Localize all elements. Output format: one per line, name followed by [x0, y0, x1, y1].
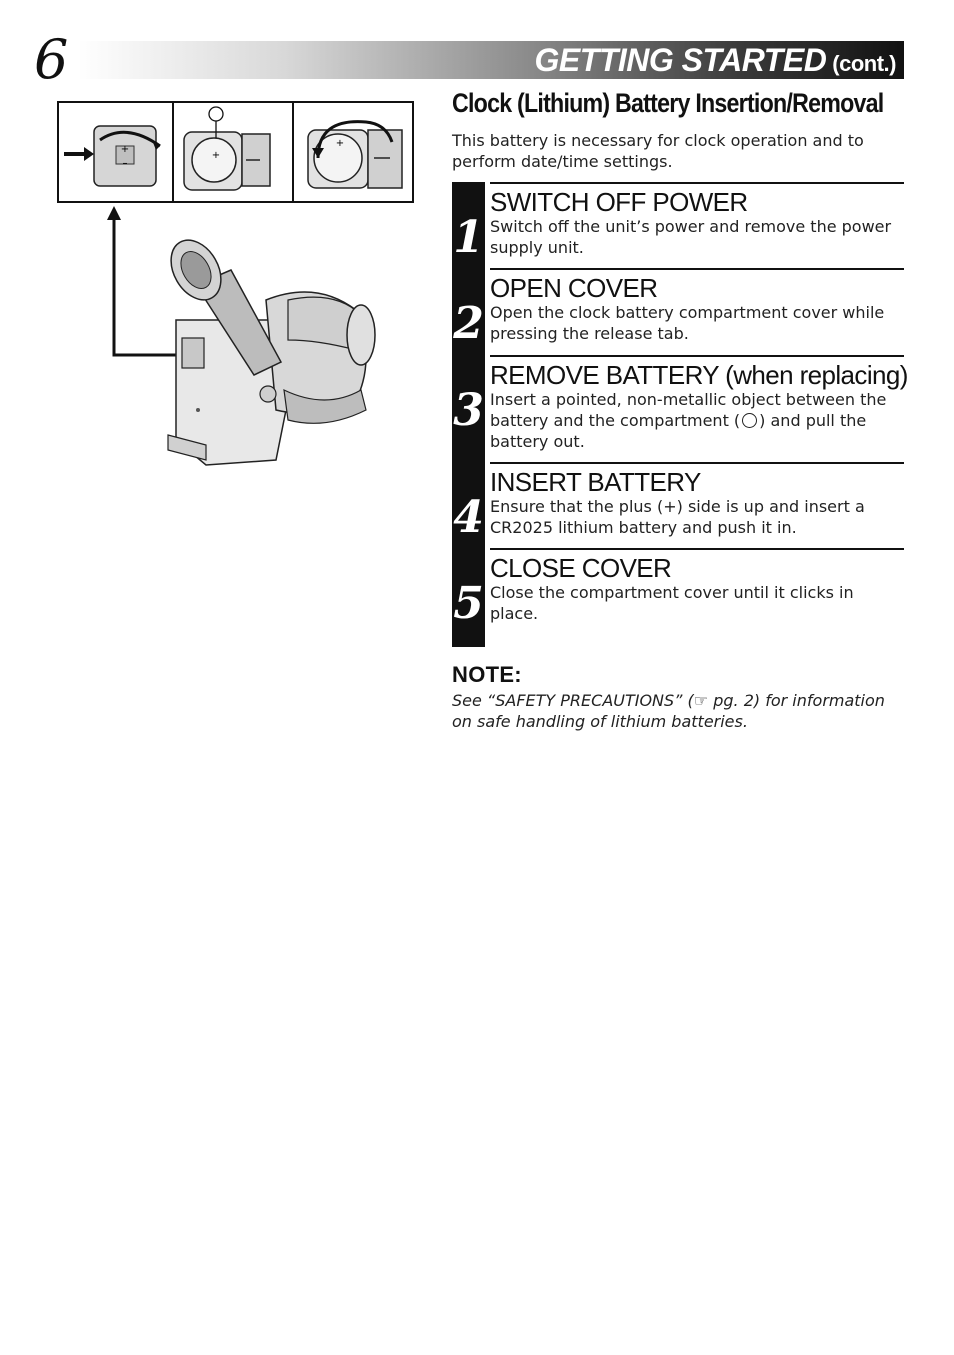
section-intro: This battery is necessary for clock operation and to perform date/time settings.	[452, 131, 864, 171]
note-text	[452, 690, 902, 732]
step-2	[490, 268, 904, 344]
step-4-desc: Ensure that the plus (+) side is up and insert a CR2025 lithium battery and push it in.	[490, 497, 865, 537]
header-title	[535, 38, 896, 82]
camcorder-illustration	[56, 100, 416, 470]
step-number-2: 2	[453, 298, 484, 349]
plus-sign: +	[120, 144, 130, 155]
step-1	[490, 182, 904, 258]
step-2-title: OPEN COVER	[490, 273, 658, 303]
note-label: NOTE:	[452, 662, 522, 687]
step-number-3: 3	[453, 385, 484, 436]
section-title: Clock (Lithium) Battery Insertion/Removal	[452, 88, 884, 118]
step-5-title: CLOSE COVER	[490, 553, 672, 583]
battery-cover-closed-icon	[64, 126, 160, 186]
step-1-desc: Switch off the unit’s power and remove the power supply unit.	[490, 217, 892, 257]
step-number-1: 1	[453, 212, 484, 263]
step-5-desc: Close the compartment cover until it clicks in place.	[490, 583, 854, 623]
step-1-title: SWITCH OFF POWER	[490, 187, 748, 217]
step-3-title: REMOVE BATTERY (when replacing)	[490, 360, 908, 390]
step-4	[490, 462, 904, 538]
plus-sign-3: +	[335, 138, 345, 149]
page-number: 6	[34, 28, 69, 91]
step-number-4: 4	[453, 492, 484, 543]
step-3-desc-after: ) and pull the battery out.	[490, 411, 867, 451]
note-text-before: See “SAFETY PRECAUTIONS” (	[452, 691, 694, 710]
step-2-desc: Open the clock battery compartment cover while pressing the release tab.	[490, 303, 885, 343]
header-cont: (cont.)	[832, 51, 896, 76]
pointing-hand-icon: ☞	[693, 691, 709, 710]
plus-sign-2: +	[211, 150, 221, 161]
step-4-title: INSERT BATTERY	[490, 467, 701, 497]
step-5	[490, 548, 904, 624]
step-number-5: 5	[453, 578, 484, 629]
minus-sign: –	[122, 158, 128, 169]
step-3-desc-before: Insert a pointed, non-metallic object between the battery and the compartment (	[490, 390, 887, 430]
header-title-text: GETTING STARTED	[534, 42, 827, 78]
note-text-after: pg. 2) for information on safe handling of lithium batteries.	[452, 691, 885, 731]
camcorder-body-icon	[161, 231, 375, 465]
step-3	[490, 355, 908, 452]
battery-cover-rotate-icon	[308, 122, 402, 188]
compartment-circle-icon	[742, 413, 757, 428]
battery-cover-open-icon	[184, 107, 270, 190]
step-3-desc	[490, 389, 904, 452]
